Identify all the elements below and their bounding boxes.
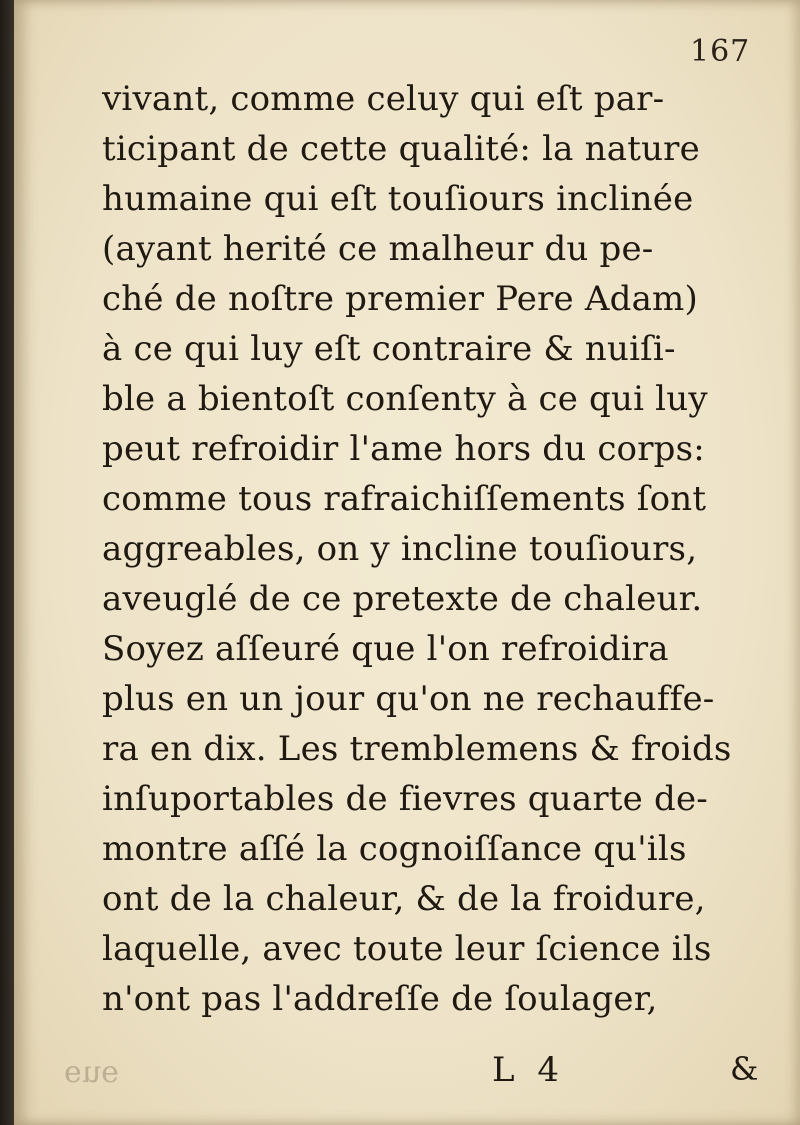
text-line: peut refroidir l'ame hors du corps: [102, 429, 705, 469]
text-line: ble a bientoſt conſenty à ce qui luy [102, 379, 708, 419]
text-line: inſuportables de fievres quarte de- [102, 779, 708, 819]
text-line: vivant, comme celuy qui eſt par- [102, 79, 665, 119]
text-line: à ce qui luy eſt contraire & nuiſi- [102, 329, 676, 369]
text-line: humaine qui eſt touſiours inclinée [102, 179, 694, 219]
catchword: & [730, 1050, 759, 1088]
text-line: aveuglé de ce pretexte de chaleur. [102, 579, 703, 619]
book-page [14, 0, 800, 1125]
text-line: comme tous rafraichiſſements ſont [102, 479, 707, 519]
text-line: laquelle, avec toute leur ſcience ils [102, 929, 712, 969]
text-line: ra en dix. Les tremblemens & froids [102, 729, 732, 769]
text-line: montre aſſé la cognoiſſance qu'ils [102, 829, 687, 869]
text-line: ticipant de cette qualité: la nature [102, 129, 700, 169]
page-number: 167 [690, 34, 751, 69]
text-line: Soyez aſſeuré que l'on refroidira [102, 629, 669, 669]
text-line: n'ont pas l'addreſſe de ſoulager, [102, 979, 658, 1019]
book-gutter [0, 0, 14, 1125]
bleed-through-text: ɘuɘ [64, 1055, 119, 1090]
text-line: (ayant herité ce malheur du pe- [102, 229, 654, 269]
signature-mark: L 4 [492, 1050, 566, 1090]
text-line: aggreables, on y incline touſiours, [102, 529, 698, 569]
text-line: ché de noſtre premier Pere Adam) [102, 279, 698, 319]
body-text [102, 74, 782, 1024]
text-line: plus en un jour qu'on ne rechauffe- [102, 679, 715, 719]
text-line: ont de la chaleur, & de la froidure, [102, 879, 706, 919]
